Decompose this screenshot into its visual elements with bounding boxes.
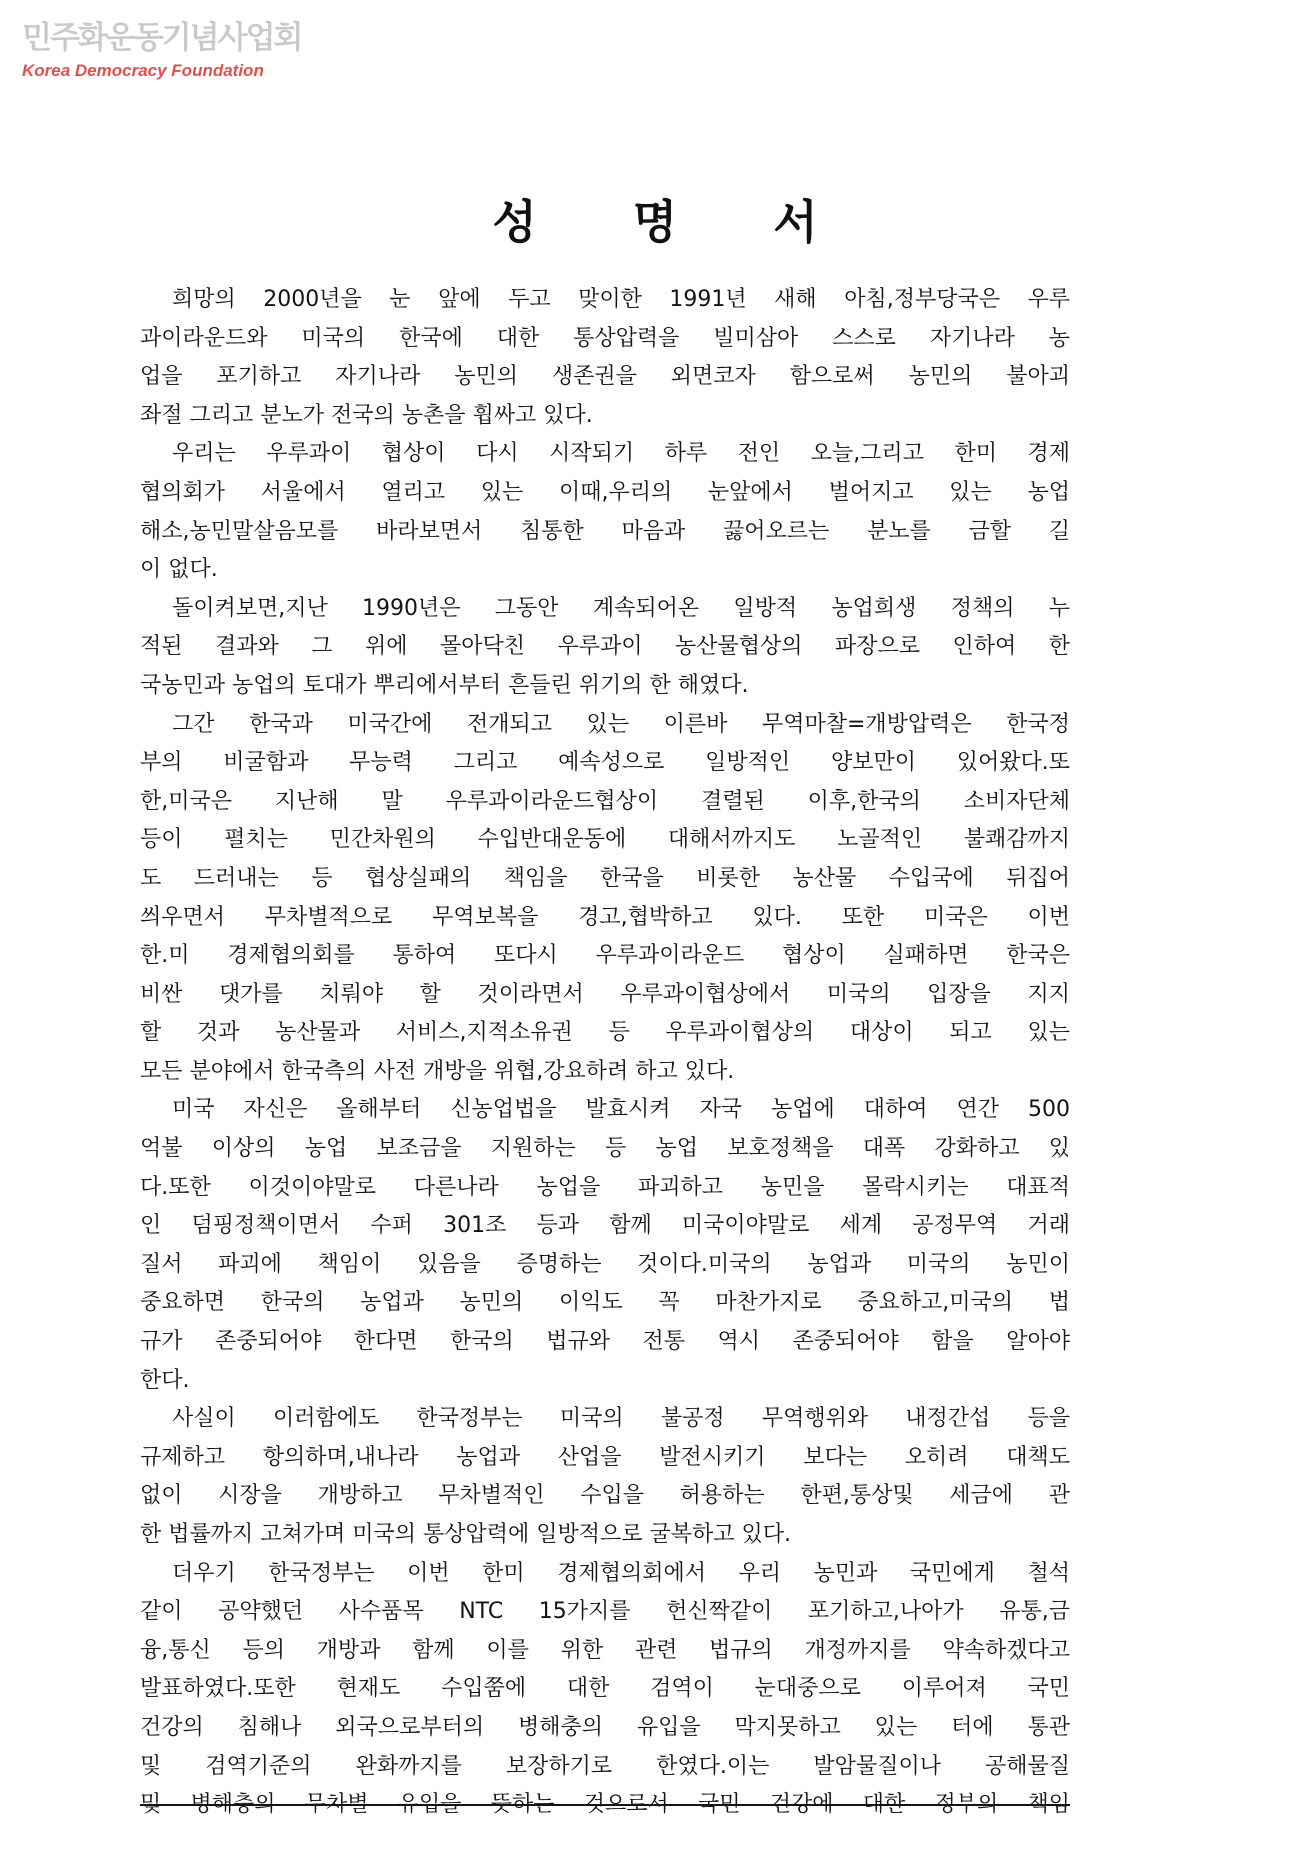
text-line: 돌이켜보면,지난 1990년은 그동안 계속되어온 일방적 농업희생 정책의 누	[172, 595, 1070, 621]
text-line: 사실이 이러함에도 한국정부는 미국의 불공정 무역행위와 내정간섭 등을	[172, 1406, 1070, 1432]
text-line: 그간 한국과 미국간에 전개되고 있는 이른바 무역마찰=개방압력은 한국정	[172, 711, 1070, 737]
text-line: 융,통신 등의 개방과 함께 이를 위한 관련 법규의 개정까지를 약속하겠다고	[140, 1637, 1070, 1663]
text-line: 인 덤핑정책이면서 수퍼 301조 등과 함께 미국이야말로 세계 공정무역 거래	[140, 1213, 1070, 1239]
text-line: 중요하면 한국의 농업과 농민의 이익도 꼭 마찬가지로 중요하고,미국의 법	[140, 1290, 1070, 1316]
text-line: 우리는 우루과이 협상이 다시 시작되기 하루 전인 오늘,그리고 한미 경제	[172, 441, 1070, 467]
text-line: 등이 펼치는 민간차원의 수입반대운동에 대해서까지도 노골적인 불쾌감까지	[140, 827, 1070, 853]
paragraph-5	[140, 1091, 1070, 1400]
text-line: 질서 파괴에 책임이 있음을 증명하는 것이다.미국의 농업과 미국의 농민이	[140, 1251, 1070, 1277]
text-line: 씌우면서 무차별적으로 무역보복을 경고,협박하고 있다. 또한 미국은 이번	[140, 904, 1070, 930]
text-line: 도 드러내는 등 협상실패의 책임을 한국을 비롯한 농산물 수입국에 뒤집어	[140, 865, 1070, 891]
text-line: 발표하였다.또한 현재도 수입쭘에 대한 검역이 눈대중으로 이루어져 국민	[140, 1676, 1070, 1702]
document-title: 성 명 서	[492, 195, 858, 249]
text-line: 모든 분야에서 한국측의 사전 개방을 위협,강요하려 하고 있다.	[140, 1058, 735, 1084]
text-line: 업을 포기하고 자기나라 농민의 생존권을 외면코자 함으로써 농민의 불아괴	[140, 364, 1070, 390]
text-line: 이 없다.	[140, 557, 218, 583]
text-line: 및 병해충의 무차별 유입을 뜻하는 것으로서 국민 건강에 대한 정부의 책임	[140, 1792, 1070, 1818]
text-line: 협의회가 서울에서 열리고 있는 이때,우리의 눈앞에서 벌어지고 있는 농업	[140, 479, 1070, 505]
text-line: 미국 자신은 올해부터 신농업법을 발효시켜 자국 농업에 대하여 연간 500	[172, 1097, 1070, 1123]
paragraph-6	[140, 1400, 1070, 1554]
text-line: 한 법률까지 고쳐가며 미국의 통상압력에 일방적으로 굴복하고 있다.	[140, 1522, 792, 1547]
text-line: 국농민과 농업의 토대가 뿌리에서부터 흔들린 위기의 한 해였다.	[140, 672, 749, 698]
document-body	[140, 281, 1070, 1825]
paragraph-4	[140, 706, 1070, 1092]
text-line: 한,미국은 지난해 말 우루과이라운드협상이 결렬된 이후,한국의 소비자단체	[140, 788, 1070, 814]
text-line: 비싼 댓가를 치뤄야 할 것이라면서 우루과이협상에서 미국의 입장을 지지	[140, 981, 1070, 1007]
text-line: 규가 존중되어야 한다면 한국의 법규와 전통 역시 존중되어야 함을 알아야	[140, 1329, 1070, 1355]
watermark-english-text: Korea Democracy Foundation	[22, 61, 264, 80]
text-line: 한다.	[140, 1367, 190, 1393]
text-line: 더우기 한국정부는 이번 한미 경제협의회에서 우리 농민과 국민에게 철석	[172, 1560, 1070, 1586]
text-line: 없이 시장을 개방하고 무차별적인 수입을 허용하는 한편,통상및 세금에 관	[140, 1483, 1070, 1509]
text-line: 억불 이상의 농업 보조금을 지원하는 등 농업 보호정책을 대폭 강화하고 있	[140, 1136, 1070, 1162]
watermark-korean-text: 민주화운동기념사업회	[22, 20, 302, 56]
text-line: 부의 비굴함과 무능력 그리고 예속성으로 일방적인 양보만이 있어왔다.또	[140, 750, 1070, 776]
text-line: 과이라운드와 미국의 한국에 대한 통상압력을 빌미삼아 스스로 자기나라 농	[140, 325, 1070, 351]
paragraph-1	[140, 281, 1070, 435]
paragraph-2	[140, 435, 1070, 589]
text-line: 해소,농민말살음모를 바라보면서 침통한 마음과 끓어오르는 분노를 금할 길	[140, 518, 1070, 544]
paragraph-3	[140, 590, 1070, 706]
text-line: 할 것과 농산물과 서비스,지적소유권 등 우루과이협상의 대상이 되고 있는	[140, 1020, 1070, 1046]
watermark-logo	[22, 18, 322, 82]
text-line: 같이 공약했던 사수품목 NTC 15가지를 헌신짝같이 포기하고,나아가 유통,금	[140, 1599, 1070, 1625]
text-line: 다.또한 이것이야말로 다른나라 농업을 파괴하고 농민을 몰락시키는 대표적	[140, 1174, 1070, 1200]
text-line: 및 검역기준의 완화까지를 보장하기로 한였다.이는 발암물질이나 공해물질	[140, 1753, 1070, 1779]
text-line: 한.미 경제협의회를 통하여 또다시 우루과이라운드 협상이 실패하면 한국은	[140, 943, 1070, 969]
paragraph-7	[140, 1555, 1070, 1825]
text-line: 적된 결과와 그 위에 몰아닥친 우루과이 농산물협상의 파장으로 인하여 한	[140, 634, 1070, 660]
text-line: 건강의 침해나 외국으로부터의 병해충의 유입을 막지못하고 있는 터에 통관	[140, 1714, 1070, 1740]
text-line: 규제하고 항의하며,내나라 농업과 산업을 발전시키기 보다는 오히려 대책도	[140, 1444, 1070, 1470]
text-line: 희망의 2000년을 눈 앞에 두고 맞이한 1991년 새해 아침,정부당국은 우루	[172, 287, 1070, 312]
text-line: 좌절 그리고 분노가 전국의 농촌을 휩싸고 있다.	[140, 402, 593, 428]
